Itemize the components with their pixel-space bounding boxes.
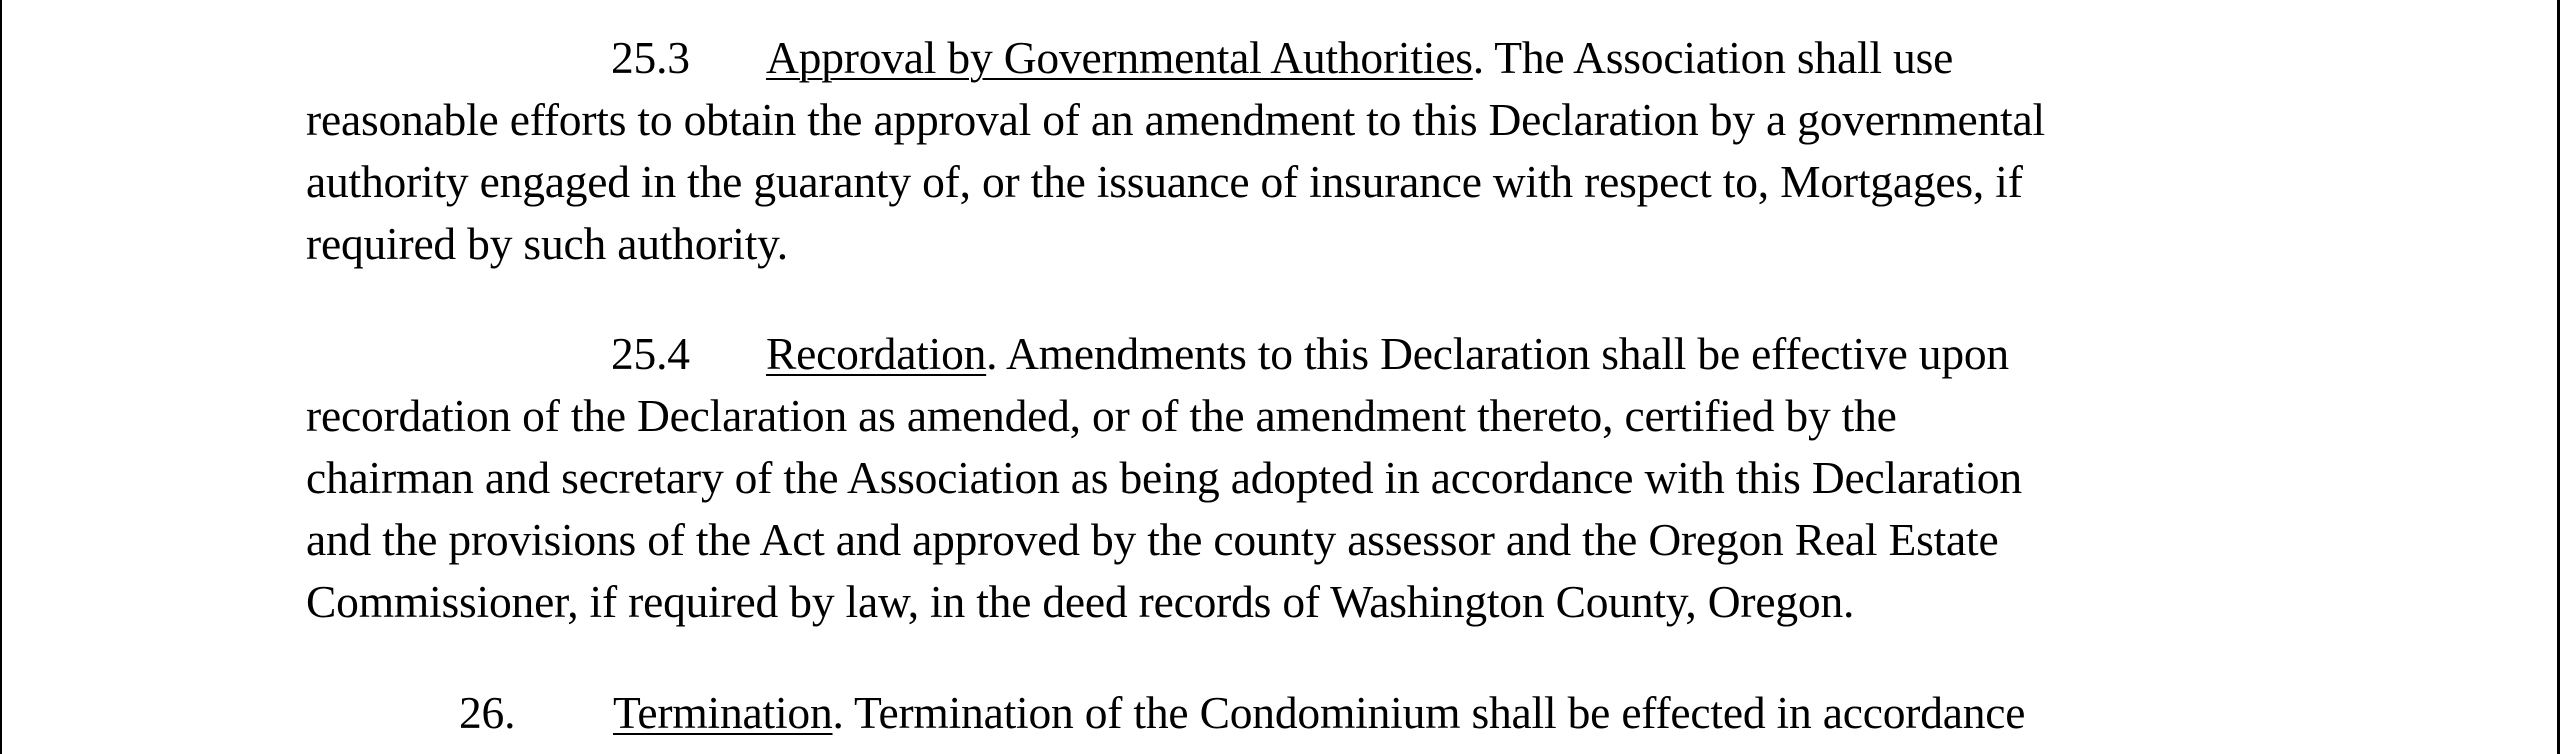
section-25-4 bbox=[306, 323, 2306, 633]
section-line: required by such authority. bbox=[306, 218, 788, 269]
section-26 bbox=[306, 682, 2306, 744]
section-number: 25.3 bbox=[611, 32, 690, 83]
section-line: authority engaged in the guaranty of, or the issuance of insurance with respect to, Mortgages, if bbox=[306, 156, 2023, 207]
section-heading: Termination bbox=[613, 687, 833, 738]
section-first-line bbox=[306, 27, 2306, 89]
section-heading: Recordation bbox=[766, 328, 987, 379]
section-number: 25.4 bbox=[611, 328, 690, 379]
section-text: . Amendments to this Declaration shall be effective upon bbox=[986, 328, 2009, 379]
section-line: recordation of the Declaration as amended, or of the amendment thereto, certified by the bbox=[306, 390, 1897, 441]
section-heading: Approval by Governmental Authorities bbox=[766, 32, 1473, 83]
section-first-line bbox=[306, 682, 2306, 744]
section-first-line bbox=[306, 323, 2306, 385]
section-text: . Termination of the Condominium shall be effected in accordance bbox=[832, 687, 2026, 738]
page-border-left bbox=[0, 0, 2, 754]
section-line: reasonable efforts to obtain the approval of an amendment to this Declaration by a governmental bbox=[306, 94, 2045, 145]
section-text: . The Association shall use bbox=[1472, 32, 1954, 83]
section-number: 26. bbox=[459, 687, 516, 738]
section-line: and the provisions of the Act and approved by the county assessor and the Oregon Real Estate bbox=[306, 514, 1999, 565]
section-line: chairman and secretary of the Association as being adopted in accordance with this Declaration bbox=[306, 452, 2022, 503]
section-line: Commissioner, if required by law, in the deed records of Washington County, Oregon. bbox=[306, 576, 1855, 627]
section-25-3 bbox=[306, 27, 2306, 275]
